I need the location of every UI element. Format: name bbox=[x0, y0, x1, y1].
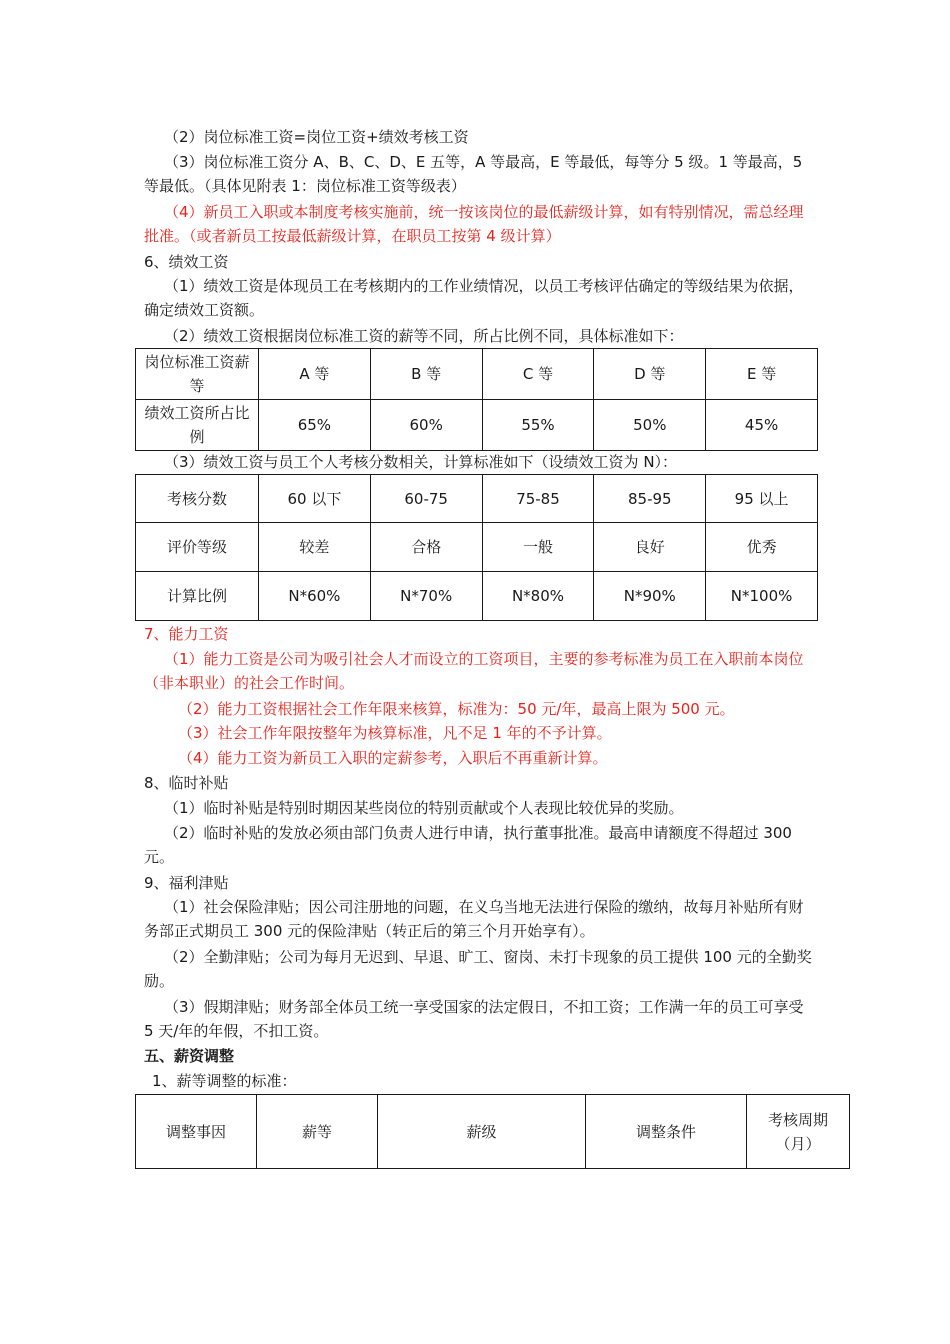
table-cell: 考核分数 bbox=[136, 475, 259, 523]
table-header-row bbox=[136, 1095, 850, 1169]
table-cell: C 等 bbox=[482, 349, 594, 400]
table-cell: N*60% bbox=[259, 572, 371, 621]
table-cell: 75-85 bbox=[482, 475, 594, 523]
table-row bbox=[136, 349, 818, 400]
table-cell: D 等 bbox=[594, 349, 706, 400]
table-cell: 优秀 bbox=[706, 523, 818, 572]
header-cell-condition: 调整条件 bbox=[586, 1095, 747, 1169]
header-cell-level: 薪级 bbox=[378, 1095, 586, 1169]
table-cell: E 等 bbox=[706, 349, 818, 400]
header-cell-reason: 调整事因 bbox=[136, 1095, 257, 1169]
table-cell: 60% bbox=[370, 400, 482, 451]
table-row bbox=[136, 572, 818, 621]
para-grade-adjust-standard: 1、薪等调整的标准： bbox=[152, 1072, 297, 1090]
heading-performance-wage: 6、绩效工资 bbox=[144, 253, 229, 271]
table-cell: 55% bbox=[482, 400, 594, 451]
para-ability-year-rule: （3）社会工作年限按整年为核算标准，凡不足 1 年的不予计算。 bbox=[178, 724, 612, 742]
table-row bbox=[136, 523, 818, 572]
table-row bbox=[136, 475, 818, 523]
para-temporary-approval: （2）临时补贴的发放必须由部门负责人进行申请，执行董事批准。最高申请额度不得超过 300 元。 bbox=[144, 824, 792, 866]
table-cell: 95 以上 bbox=[706, 475, 818, 523]
table-cell: 60 以下 bbox=[259, 475, 371, 523]
para-ability-reference: （4）能力工资为新员工入职的定薪参考，入职后不再重新计算。 bbox=[178, 749, 608, 767]
heading-welfare-allowance: 9、福利津贴 bbox=[144, 874, 229, 892]
table-cell: A 等 bbox=[259, 349, 371, 400]
performance-ratio-table bbox=[135, 348, 818, 451]
table-cell: 合格 bbox=[370, 523, 482, 572]
para-new-employee-rule: （4）新员工入职或本制度考核实施前，统一按该岗位的最低薪级计算，如有特别情况，需总经理批准。（或者新员工按最低薪级计算，在职员工按第 4 级计算） bbox=[144, 203, 804, 245]
table-cell: 岗位标准工资薪等 bbox=[136, 349, 259, 400]
para-social-insurance: （1）社会保险津贴；因公司注册地的问题，在义乌当地无法进行保险的缴纳，故每月补贴所有财务部正式期员工 300 元的保险津贴（转正后的第三个月开始享有）。 bbox=[144, 898, 804, 940]
table-cell: 50% bbox=[594, 400, 706, 451]
table-cell: 45% bbox=[706, 400, 818, 451]
table-cell: 一般 bbox=[482, 523, 594, 572]
table-cell: 较差 bbox=[259, 523, 371, 572]
table-cell: 65% bbox=[259, 400, 371, 451]
table-cell: 60-75 bbox=[370, 475, 482, 523]
table-cell: 评价等级 bbox=[136, 523, 259, 572]
para-ability-definition: （1）能力工资是公司为吸引社会人才而设立的工资项目，主要的参考标准为员工在入职前本岗位（非本职业）的社会工作时间。 bbox=[144, 650, 804, 692]
para-performance-ratio-intro: （2）绩效工资根据岗位标准工资的薪等不同，所占比例不同，具体标准如下： bbox=[164, 327, 684, 345]
table-cell: 绩效工资所占比例 bbox=[136, 400, 259, 451]
para-performance-definition: （1）绩效工资是体现员工在考核期内的工作业绩情况，以员工考核评估确定的等级结果为依据，确定绩效工资额。 bbox=[144, 277, 804, 319]
table-cell: N*100% bbox=[706, 572, 818, 621]
heading-temporary-allowance: 8、临时补贴 bbox=[144, 774, 229, 792]
para-score-intro: （3）绩效工资与员工个人考核分数相关，计算标准如下（设绩效工资为 N）： bbox=[164, 453, 678, 471]
score-ratio-table bbox=[135, 474, 818, 621]
para-temporary-definition: （1）临时补贴是特别时期因某些岗位的特别贡献或个人表现比较优异的奖励。 bbox=[164, 799, 684, 817]
table-cell: N*80% bbox=[482, 572, 594, 621]
header-cell-grade: 薪等 bbox=[257, 1095, 378, 1169]
heading-salary-adjustment: 五、薪资调整 bbox=[144, 1047, 235, 1065]
table-cell: 良好 bbox=[594, 523, 706, 572]
para-holiday-allowance: （3）假期津贴；财务部全体员工统一享受国家的法定假日，不扣工资；工作满一年的员工可享受 5 天/年的年假，不扣工资。 bbox=[144, 998, 804, 1040]
table-row bbox=[136, 400, 818, 451]
para-attendance-allowance: （2）全勤津贴；公司为每月无迟到、早退、旷工、窗岗、未打卡现象的员工提供 100 元的全勤奖励。 bbox=[144, 948, 812, 990]
table-cell: 85-95 bbox=[594, 475, 706, 523]
para-position-standard-wage: （2）岗位标准工资=岗位工资+绩效考核工资 bbox=[164, 128, 469, 146]
table-cell: B 等 bbox=[370, 349, 482, 400]
table-cell: N*70% bbox=[370, 572, 482, 621]
header-cell-cycle: 考核周期（月） bbox=[747, 1095, 850, 1169]
table-cell: N*90% bbox=[594, 572, 706, 621]
para-grade-levels: （3）岗位标准工资分 A、B、C、D、E 五等，A 等最高，E 等最低，每等分 5 级。1 等最高，5 等最低。（具体见附表 1：岗位标准工资等级表） bbox=[144, 153, 803, 195]
salary-adjustment-table bbox=[135, 1094, 850, 1169]
para-ability-calc: （2）能力工资根据社会工作年限来核算，标准为：50 元/年，最高上限为 500 元。 bbox=[178, 700, 735, 718]
table-cell: 计算比例 bbox=[136, 572, 259, 621]
heading-ability-wage: 7、能力工资 bbox=[144, 625, 229, 643]
